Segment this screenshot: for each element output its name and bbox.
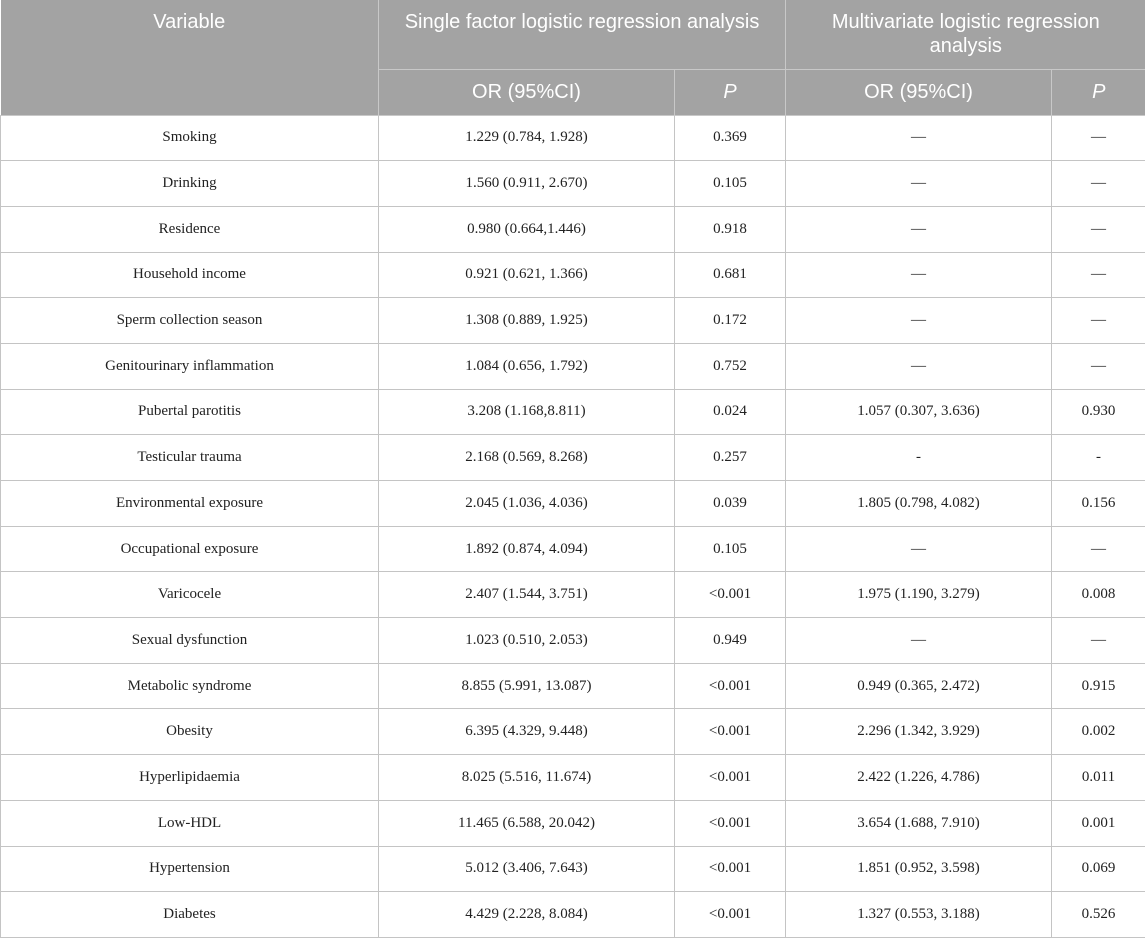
single-p-cell: <0.001 (675, 755, 786, 801)
table-row (1, 709, 1145, 755)
single-or-cell: 1.084 (0.656, 1.792) (379, 343, 675, 389)
single-or-cell: 8.025 (5.516, 11.674) (379, 755, 675, 801)
single-or-cell: 0.921 (0.621, 1.366) (379, 252, 675, 298)
multi-or-cell: — (786, 618, 1052, 664)
multi-p-cell: 0.008 (1052, 572, 1145, 618)
multi-or-cell: — (786, 206, 1052, 252)
single-p-cell: <0.001 (675, 572, 786, 618)
table-row (1, 800, 1145, 846)
single-p-cell: 0.752 (675, 343, 786, 389)
single-factor-header: Single factor logistic regression analysis (379, 0, 786, 69)
single-p-cell: 0.105 (675, 526, 786, 572)
table-body (1, 115, 1145, 937)
multi-or-header: OR (95%CI) (786, 69, 1052, 115)
variable-cell: Smoking (1, 115, 379, 161)
multi-or-cell: 1.805 (0.798, 4.082) (786, 481, 1052, 527)
variable-cell: Household income (1, 252, 379, 298)
single-or-cell: 2.045 (1.036, 4.036) (379, 481, 675, 527)
variable-cell: Drinking (1, 161, 379, 207)
multi-p-cell: 0.069 (1052, 846, 1145, 892)
table-row (1, 115, 1145, 161)
table-row (1, 663, 1145, 709)
table-row (1, 892, 1145, 938)
multi-p-cell: — (1052, 206, 1145, 252)
multi-p-cell: - (1052, 435, 1145, 481)
table-row (1, 161, 1145, 207)
variable-cell: Testicular trauma (1, 435, 379, 481)
multi-p-cell: — (1052, 618, 1145, 664)
variable-cell: Varicocele (1, 572, 379, 618)
single-or-cell: 8.855 (5.991, 13.087) (379, 663, 675, 709)
multi-or-cell: 1.975 (1.190, 3.279) (786, 572, 1052, 618)
table-row (1, 389, 1145, 435)
multi-p-cell: 0.156 (1052, 481, 1145, 527)
multi-or-cell: — (786, 252, 1052, 298)
multi-or-cell: — (786, 526, 1052, 572)
header-row-groups (1, 0, 1145, 69)
multi-or-cell: 0.949 (0.365, 2.472) (786, 663, 1052, 709)
single-p-cell: 0.039 (675, 481, 786, 527)
single-or-cell: 3.208 (1.168,8.811) (379, 389, 675, 435)
multi-or-cell: 1.851 (0.952, 3.598) (786, 846, 1052, 892)
variable-cell: Hyperlipidaemia (1, 755, 379, 801)
single-or-cell: 4.429 (2.228, 8.084) (379, 892, 675, 938)
single-p-cell: <0.001 (675, 663, 786, 709)
variable-cell: Diabetes (1, 892, 379, 938)
table-header (1, 0, 1145, 115)
variable-header: Variable (1, 0, 379, 115)
multi-or-cell: - (786, 435, 1052, 481)
multi-p-cell: 0.001 (1052, 800, 1145, 846)
variable-cell: Genitourinary inflammation (1, 343, 379, 389)
variable-cell: Sexual dysfunction (1, 618, 379, 664)
single-p-cell: 0.105 (675, 161, 786, 207)
variable-cell: Residence (1, 206, 379, 252)
variable-cell: Environmental exposure (1, 481, 379, 527)
table-row (1, 618, 1145, 664)
single-or-cell: 1.560 (0.911, 2.670) (379, 161, 675, 207)
multi-or-cell: 1.327 (0.553, 3.188) (786, 892, 1052, 938)
single-p-cell: <0.001 (675, 800, 786, 846)
single-p-cell: 0.949 (675, 618, 786, 664)
multi-p-cell: — (1052, 115, 1145, 161)
table-row (1, 755, 1145, 801)
multi-or-cell: — (786, 343, 1052, 389)
single-p-cell: 0.024 (675, 389, 786, 435)
variable-cell: Occupational exposure (1, 526, 379, 572)
variable-cell: Hypertension (1, 846, 379, 892)
multi-p-cell: 0.002 (1052, 709, 1145, 755)
multi-or-cell: 1.057 (0.307, 3.636) (786, 389, 1052, 435)
table-row (1, 343, 1145, 389)
multi-p-cell: 0.930 (1052, 389, 1145, 435)
variable-cell: Metabolic syndrome (1, 663, 379, 709)
single-or-cell: 2.168 (0.569, 8.268) (379, 435, 675, 481)
table-row (1, 481, 1145, 527)
multi-p-cell: 0.011 (1052, 755, 1145, 801)
single-p-cell: 0.369 (675, 115, 786, 161)
variable-cell: Sperm collection season (1, 298, 379, 344)
single-or-cell: 1.892 (0.874, 4.094) (379, 526, 675, 572)
single-p-cell: <0.001 (675, 892, 786, 938)
single-p-cell: 0.681 (675, 252, 786, 298)
multi-p-cell: — (1052, 161, 1145, 207)
multi-or-cell: — (786, 115, 1052, 161)
single-p-header: P (675, 69, 786, 115)
single-or-cell: 1.229 (0.784, 1.928) (379, 115, 675, 161)
single-or-cell: 6.395 (4.329, 9.448) (379, 709, 675, 755)
multi-p-cell: 0.526 (1052, 892, 1145, 938)
multi-or-cell: — (786, 161, 1052, 207)
single-or-cell: 0.980 (0.664,1.446) (379, 206, 675, 252)
multivariate-header: Multivariate logistic regression analysis (786, 0, 1145, 69)
single-p-cell: 0.918 (675, 206, 786, 252)
variable-cell: Pubertal parotitis (1, 389, 379, 435)
variable-cell: Obesity (1, 709, 379, 755)
single-p-cell: <0.001 (675, 709, 786, 755)
multi-p-cell: — (1052, 298, 1145, 344)
table-row (1, 206, 1145, 252)
single-p-cell: <0.001 (675, 846, 786, 892)
table-row (1, 252, 1145, 298)
table-row (1, 572, 1145, 618)
single-or-cell: 1.308 (0.889, 1.925) (379, 298, 675, 344)
single-or-cell: 5.012 (3.406, 7.643) (379, 846, 675, 892)
multi-p-cell: 0.915 (1052, 663, 1145, 709)
table-row (1, 526, 1145, 572)
single-or-cell: 2.407 (1.544, 3.751) (379, 572, 675, 618)
single-or-header: OR (95%CI) (379, 69, 675, 115)
table-row (1, 435, 1145, 481)
multi-p-cell: — (1052, 343, 1145, 389)
multi-p-cell: — (1052, 526, 1145, 572)
table-row (1, 298, 1145, 344)
multi-p-header: P (1052, 69, 1145, 115)
multi-or-cell: — (786, 298, 1052, 344)
multi-p-cell: — (1052, 252, 1145, 298)
table-row (1, 846, 1145, 892)
multi-or-cell: 3.654 (1.688, 7.910) (786, 800, 1052, 846)
single-or-cell: 11.465 (6.588, 20.042) (379, 800, 675, 846)
single-or-cell: 1.023 (0.510, 2.053) (379, 618, 675, 664)
variable-cell: Low-HDL (1, 800, 379, 846)
multi-or-cell: 2.296 (1.342, 3.929) (786, 709, 1052, 755)
single-p-cell: 0.257 (675, 435, 786, 481)
single-p-cell: 0.172 (675, 298, 786, 344)
multi-or-cell: 2.422 (1.226, 4.786) (786, 755, 1052, 801)
